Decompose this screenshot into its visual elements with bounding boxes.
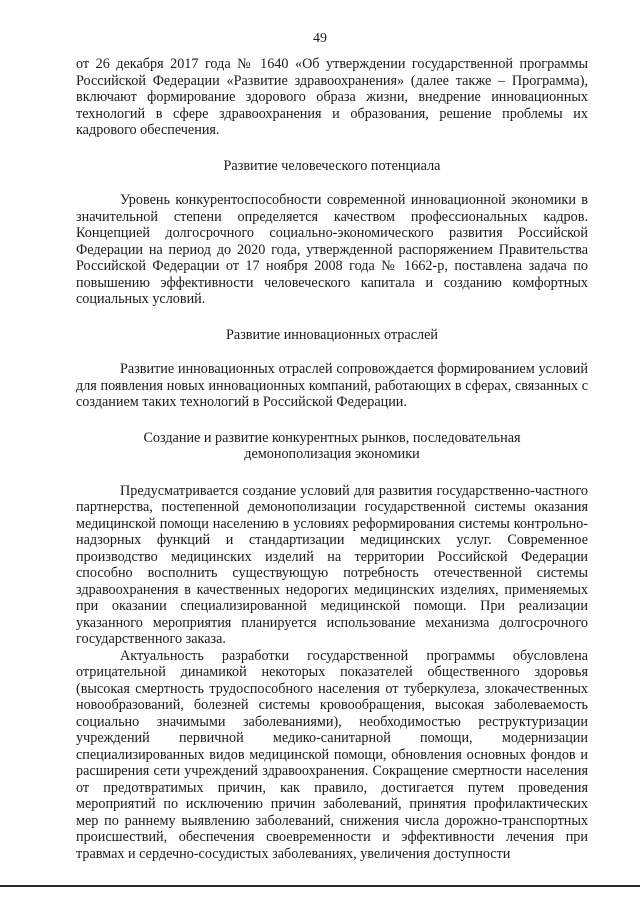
page-bottom-divider — [0, 885, 640, 887]
paragraph-program-relevance: Актуальность разработки государственной программы обусловлена отрицательной динамикой некоторых показателей общественного здоровья (высокая смертность трудоспособного населения от туберкулеза, злокачественных новообразований, болезней системы кровообращения, высокая заболеваемость социально значимыми заболеваниями), необходимостью реструктуризации учреждений первичной медико-санитарной помощи, модернизации специализированных видов медицинской помощи, обновления основных фондов и расширения сети учреждений здравоохранения. Сокращение смертности населения от предотвратимых причин, как правило, достигается путем проведения мероприятий по исключению причин заболеваний, принятия профилактических мер по раннему выявлению заболеваний, снижения числа дорожно-транспортных происшествий, обеспечения своевременности и эффективности лечения при травмах и сердечно-сосудистых заболеваниях, увеличения доступности — [76, 647, 588, 862]
section-heading-competitive-markets: Создание и развитие конкурентных рынков, последовательная демонополизация экономики — [143, 429, 521, 462]
section-heading-human-potential: Развитие человеческого потенциала — [223, 157, 441, 174]
paragraph-public-private-partnership: Предусматривается создание условий для развития государственно-частного партнерства, постепенной демонополизации государственной системы оказания медицинской помощи населению в условиях реформирования системы контрольно-надзорных функций и стандартизации медицинских услуг. Современное производство медицинских изделий на территории Российской Федерации способно восполнить существующую потребность отечественной системы здравоохранения в качественных недорогих медицинских изделиях, применяемых при оказании специализированной медицинской помощи. При реализации указанного мероприятия планируется использование механизма долгосрочного государственного заказа. — [76, 482, 588, 647]
paragraph-human-potential: Уровень конкурентоспособности современной инновационной экономики в значительной степени определяется качеством профессиональных кадров. Концепцией долгосрочного социально-экономического развития Российской Федерации на период до 2020 года, утвержденной распоряжением Правительства Российской Федерации от 17 ноября 2008 года № 1662-р, поставлена задача по повышению эффективности человеческого капитала и созданию комфортных социальных условий. — [76, 192, 588, 307]
page-number: 49 — [313, 31, 327, 46]
paragraph-innovative-industries: Развитие инновационных отраслей сопровождается формированием условий для появления новых инновационных компаний, работающих в сферах, связанных с созданием таких технологий в Российской Федерации. — [76, 361, 588, 410]
section-heading-innovative-industries: Развитие инновационных отраслей — [226, 326, 438, 343]
document-body — [76, 56, 588, 862]
paragraph-program-reference: от 26 декабря 2017 года № 1640 «Об утверждении государственной программы Российской Федерации «Развитие здравоохранения» (далее также – Программа), включают формирование здорового образа жизни, внедрение инновационных технологий в сфере здравоохранения и образования, решение проблемы их кадрового обеспечения. — [76, 56, 588, 138]
